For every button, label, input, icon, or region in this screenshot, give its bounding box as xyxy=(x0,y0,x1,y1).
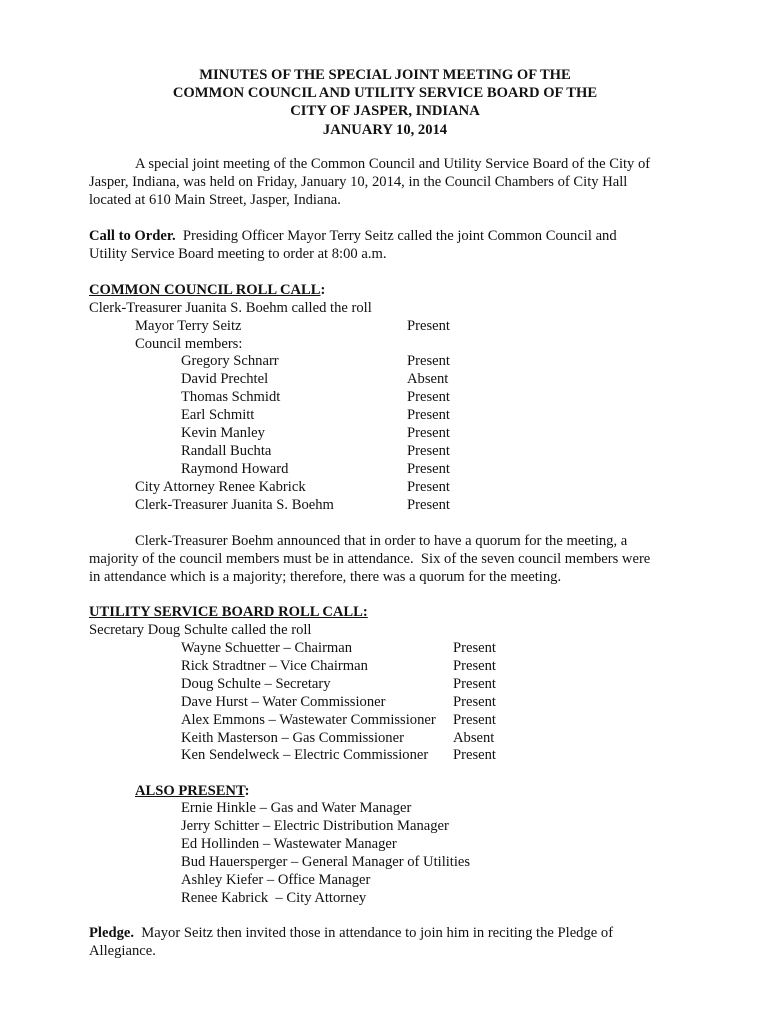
quorum-line-1: Clerk-Treasurer Boehm announced that in order to have a quorum for the meeting, a xyxy=(135,533,628,549)
also-present-item: Bud Hauersperger – General Manager of Utilities xyxy=(181,854,471,870)
roll-name: Wayne Schuetter – Chairman xyxy=(181,640,353,656)
pledge-line-1 xyxy=(89,925,613,943)
also-present-item: Ed Hollinden – Wastewater Manager xyxy=(181,836,397,852)
roll-name: Alex Emmons – Wastewater Commissioner xyxy=(181,712,436,728)
pledge-heading: Pledge. xyxy=(89,925,134,941)
also-present-heading-text: ALSO PRESENT xyxy=(135,783,245,799)
roll-status: Present xyxy=(407,318,450,334)
title-line-4: JANUARY 10, 2014 xyxy=(322,121,448,138)
roll-status: Present xyxy=(453,694,496,710)
call-to-order-line-1 xyxy=(89,228,617,246)
roll-name: Keith Masterson – Gas Commissioner xyxy=(181,730,404,746)
roll-status: Present xyxy=(407,443,450,459)
pledge-text-1: Mayor Seitz then invited those in attendance to join him in reciting the Pledge of xyxy=(141,925,614,941)
usb-roll-call-heading: UTILITY SERVICE BOARD ROLL CALL: xyxy=(89,604,368,620)
roll-status: Present xyxy=(407,353,450,369)
roll-name: Dave Hurst – Water Commissioner xyxy=(181,694,386,710)
intro-line-1: A special joint meeting of the Common Council and Utility Service Board of the City of xyxy=(135,156,651,172)
roll-status: Present xyxy=(407,479,450,495)
quorum-line-3: in attendance which is a majority; therefore, there was a quorum for the meeting. xyxy=(89,569,562,585)
also-present-item: Ashley Kiefer – Office Manager xyxy=(181,872,371,888)
roll-name: Randall Buchta xyxy=(181,443,272,459)
roll-status: Absent xyxy=(453,730,495,746)
roll-name: Raymond Howard xyxy=(181,461,289,477)
document-title xyxy=(0,66,770,139)
title-line-2: COMMON COUNCIL AND UTILITY SERVICE BOARD OF THE xyxy=(172,85,598,102)
council-roll-intro: Clerk-Treasurer Juanita S. Boehm called the roll xyxy=(89,300,372,316)
council-roll-heading-text: COMMON COUNCIL ROLL CALL xyxy=(89,282,321,298)
roll-name: City Attorney Renee Kabrick xyxy=(135,479,306,495)
roll-name: Earl Schmitt xyxy=(181,407,255,423)
title-line-3: CITY OF JASPER, INDIANA xyxy=(290,103,480,120)
call-to-order-line-2: Utility Service Board meeting to order at 8:00 a.m. xyxy=(89,246,387,262)
council-roll-heading-colon: : xyxy=(320,282,326,298)
call-to-order-text-1: Presiding Officer Mayor Terry Seitz called the joint Common Council and xyxy=(182,228,617,244)
intro-line-2: Jasper, Indiana, was held on Friday, January 10, 2014, in the Council Chambers of City Hall xyxy=(89,174,628,190)
roll-status: Present xyxy=(407,407,450,423)
roll-status: Present xyxy=(453,747,496,763)
intro-line-3: located at 610 Main Street, Jasper, Indiana. xyxy=(89,192,341,208)
roll-name: Thomas Schmidt xyxy=(181,389,281,405)
also-present-item: Jerry Schitter – Electric Distribution Manager xyxy=(181,818,449,834)
roll-status: Absent xyxy=(407,371,449,387)
council-members-label: Council members: xyxy=(135,336,243,352)
also-present-item: Renee Kabrick – City Attorney xyxy=(181,890,367,906)
roll-status: Present xyxy=(407,389,450,405)
roll-name: Rick Stradtner – Vice Chairman xyxy=(181,658,368,674)
roll-name: Ken Sendelweck – Electric Commissioner xyxy=(181,747,429,763)
also-present-item: Ernie Hinkle – Gas and Water Manager xyxy=(181,800,412,816)
roll-name: Gregory Schnarr xyxy=(181,353,279,369)
roll-name: Clerk-Treasurer Juanita S. Boehm xyxy=(135,497,334,513)
also-present-heading-colon: : xyxy=(244,783,250,799)
roll-status: Present xyxy=(453,676,496,692)
pledge-line-2: Allegiance. xyxy=(89,943,156,959)
council-roll-call-heading xyxy=(89,282,325,300)
roll-name: David Prechtel xyxy=(181,371,269,387)
roll-name: Kevin Manley xyxy=(181,425,265,441)
roll-status: Present xyxy=(453,658,496,674)
roll-name: Mayor Terry Seitz xyxy=(135,318,242,334)
call-to-order-heading: Call to Order. xyxy=(89,228,176,244)
roll-status: Present xyxy=(453,712,496,728)
roll-status: Present xyxy=(407,497,450,513)
roll-status: Present xyxy=(407,461,450,477)
quorum-line-2: majority of the council members must be in attendance. Six of the seven council members were xyxy=(89,551,651,567)
roll-name: Doug Schulte – Secretary xyxy=(181,676,331,692)
usb-roll-intro: Secretary Doug Schulte called the roll xyxy=(89,622,312,638)
roll-status: Present xyxy=(453,640,496,656)
title-line-1: MINUTES OF THE SPECIAL JOINT MEETING OF THE xyxy=(199,67,571,83)
also-present-heading xyxy=(135,783,250,801)
roll-status: Present xyxy=(407,425,450,441)
